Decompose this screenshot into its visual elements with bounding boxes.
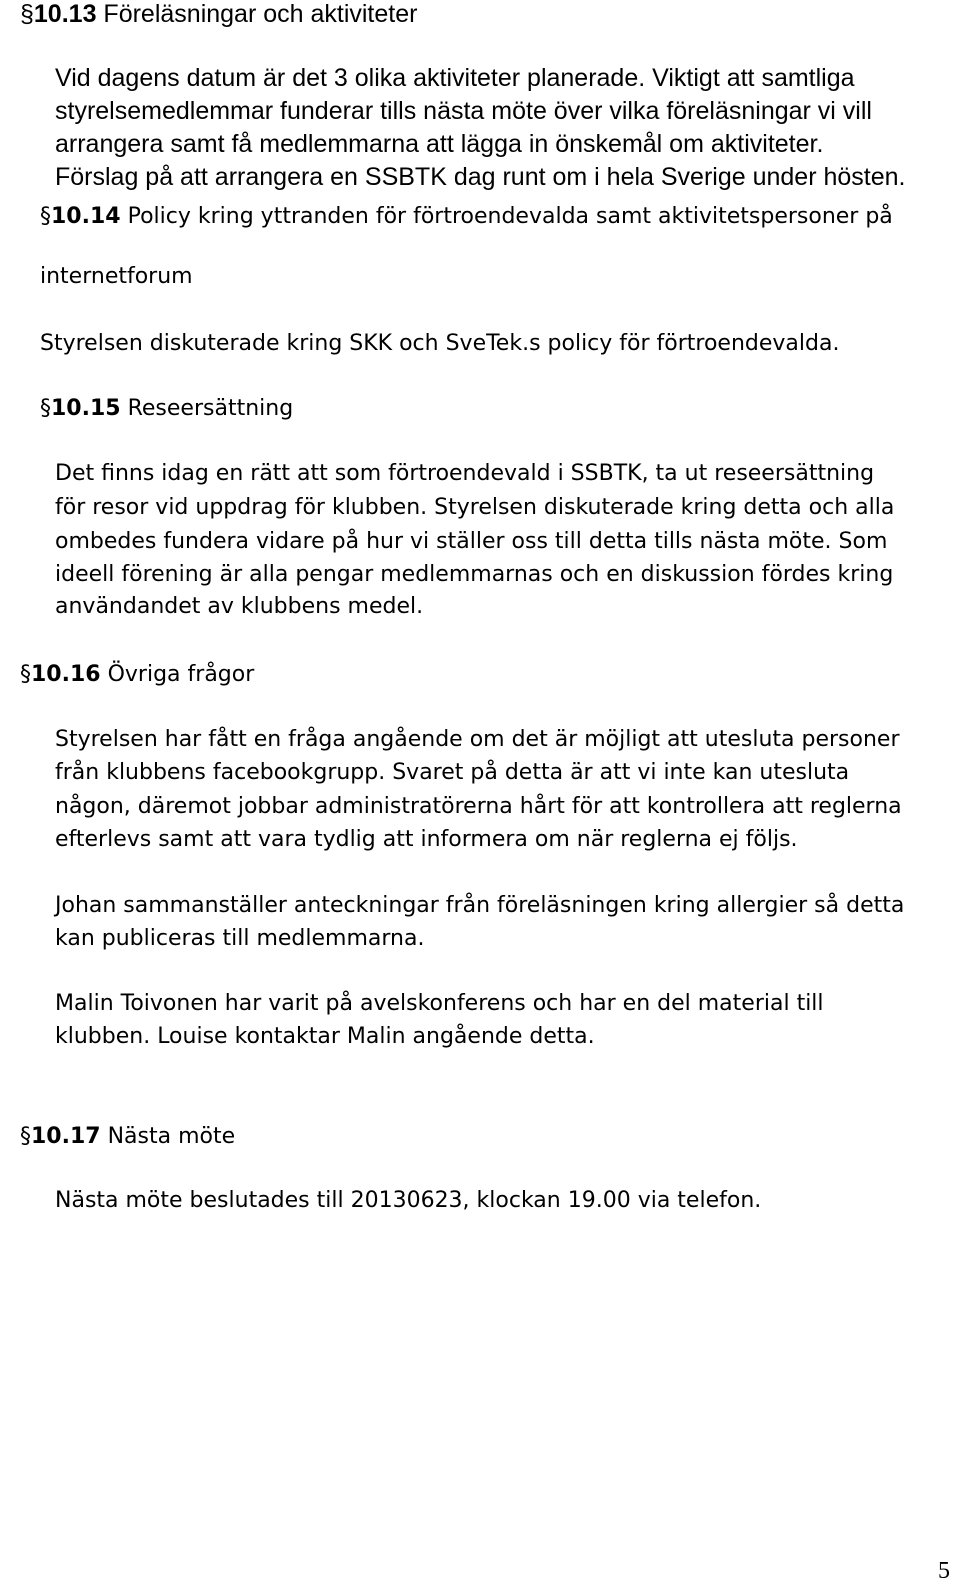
paragraph-line: arrangera samt få medlemmarna att lägga in önskemål om aktiviteter. [55,130,824,158]
section-sign: § [40,204,51,229]
section-number: 10.14 [51,204,121,229]
paragraph-line: Johan sammanställer anteckningar från föreläsningen kring allergier så detta [55,893,905,918]
section-heading-10-14 [40,204,893,229]
paragraph-line: Styrelsen diskuterade kring SKK och SveTek.s policy för förtroendevalda. [40,331,840,356]
paragraph-line: Det finns idag en rätt att som förtroendevald i SSBTK, ta ut reseersättning [55,461,875,486]
section-number: 10.15 [51,396,121,421]
section-number: 10.17 [31,1124,101,1149]
section-number: 10.13 [33,0,97,28]
paragraph-line: för resor vid uppdrag för klubben. Styrelsen diskuterade kring detta och alla [55,495,895,520]
paragraph-line: efterlevs samt att vara tydlig att informera om när reglerna ej följs. [55,827,798,852]
section-title: Nästa möte [107,1124,236,1149]
paragraph-line: styrelsemedlemmar funderar tills nästa möte över vilka föreläsningar vi vill [55,97,872,125]
section-sign: § [20,0,34,28]
page-number: 5 [938,1558,950,1584]
paragraph-line: klubben. Louise kontaktar Malin angående detta. [55,1024,595,1049]
paragraph-line: ombedes fundera vidare på hur vi ställer oss till detta tills nästa möte. Som [55,529,888,554]
paragraph-line: Förslag på att arrangera en SSBTK dag runt om i hela Sverige under hösten. [55,163,906,191]
section-sign: § [20,662,31,687]
section-title: Övriga frågor [107,662,255,687]
paragraph-line: Nästa möte beslutades till 20130623, klockan 19.00 via telefon. [55,1188,762,1213]
paragraph-line: Vid dagens datum är det 3 olika aktiviteter planerade. Viktigt att samtliga [55,64,855,92]
section-title: Reseersättning [127,396,294,421]
section-number: 10.16 [31,662,101,687]
section-heading-10-16 [20,662,254,687]
section-sign: § [40,396,51,421]
section-title: Föreläsningar och aktiviteter [103,0,418,28]
section-heading-10-17 [20,1124,235,1149]
paragraph-line: Malin Toivonen har varit på avelskonferens och har en del material till [55,991,824,1016]
paragraph-line: Styrelsen har fått en fråga angående om det är möjligt att utesluta personer [55,727,900,752]
paragraph-line: ideell förening är alla pengar medlemmarnas och en diskussion fördes kring [55,562,894,587]
paragraph-line: någon, däremot jobbar administratörerna hårt för att kontrollera att reglerna [55,794,902,819]
section-title-continuation: internetforum [40,264,193,289]
paragraph-line: från klubbens facebookgrupp. Svaret på detta är att vi inte kan utesluta [55,760,850,785]
section-title: Policy kring yttranden för förtroendevalda samt aktivitetspersoner på [127,204,893,229]
paragraph-line: kan publiceras till medlemmarna. [55,926,425,951]
section-heading-10-15 [40,396,293,421]
section-sign: § [20,1124,31,1149]
section-heading-10-13 [20,0,417,29]
paragraph-line: användandet av klubbens medel. [55,594,424,619]
